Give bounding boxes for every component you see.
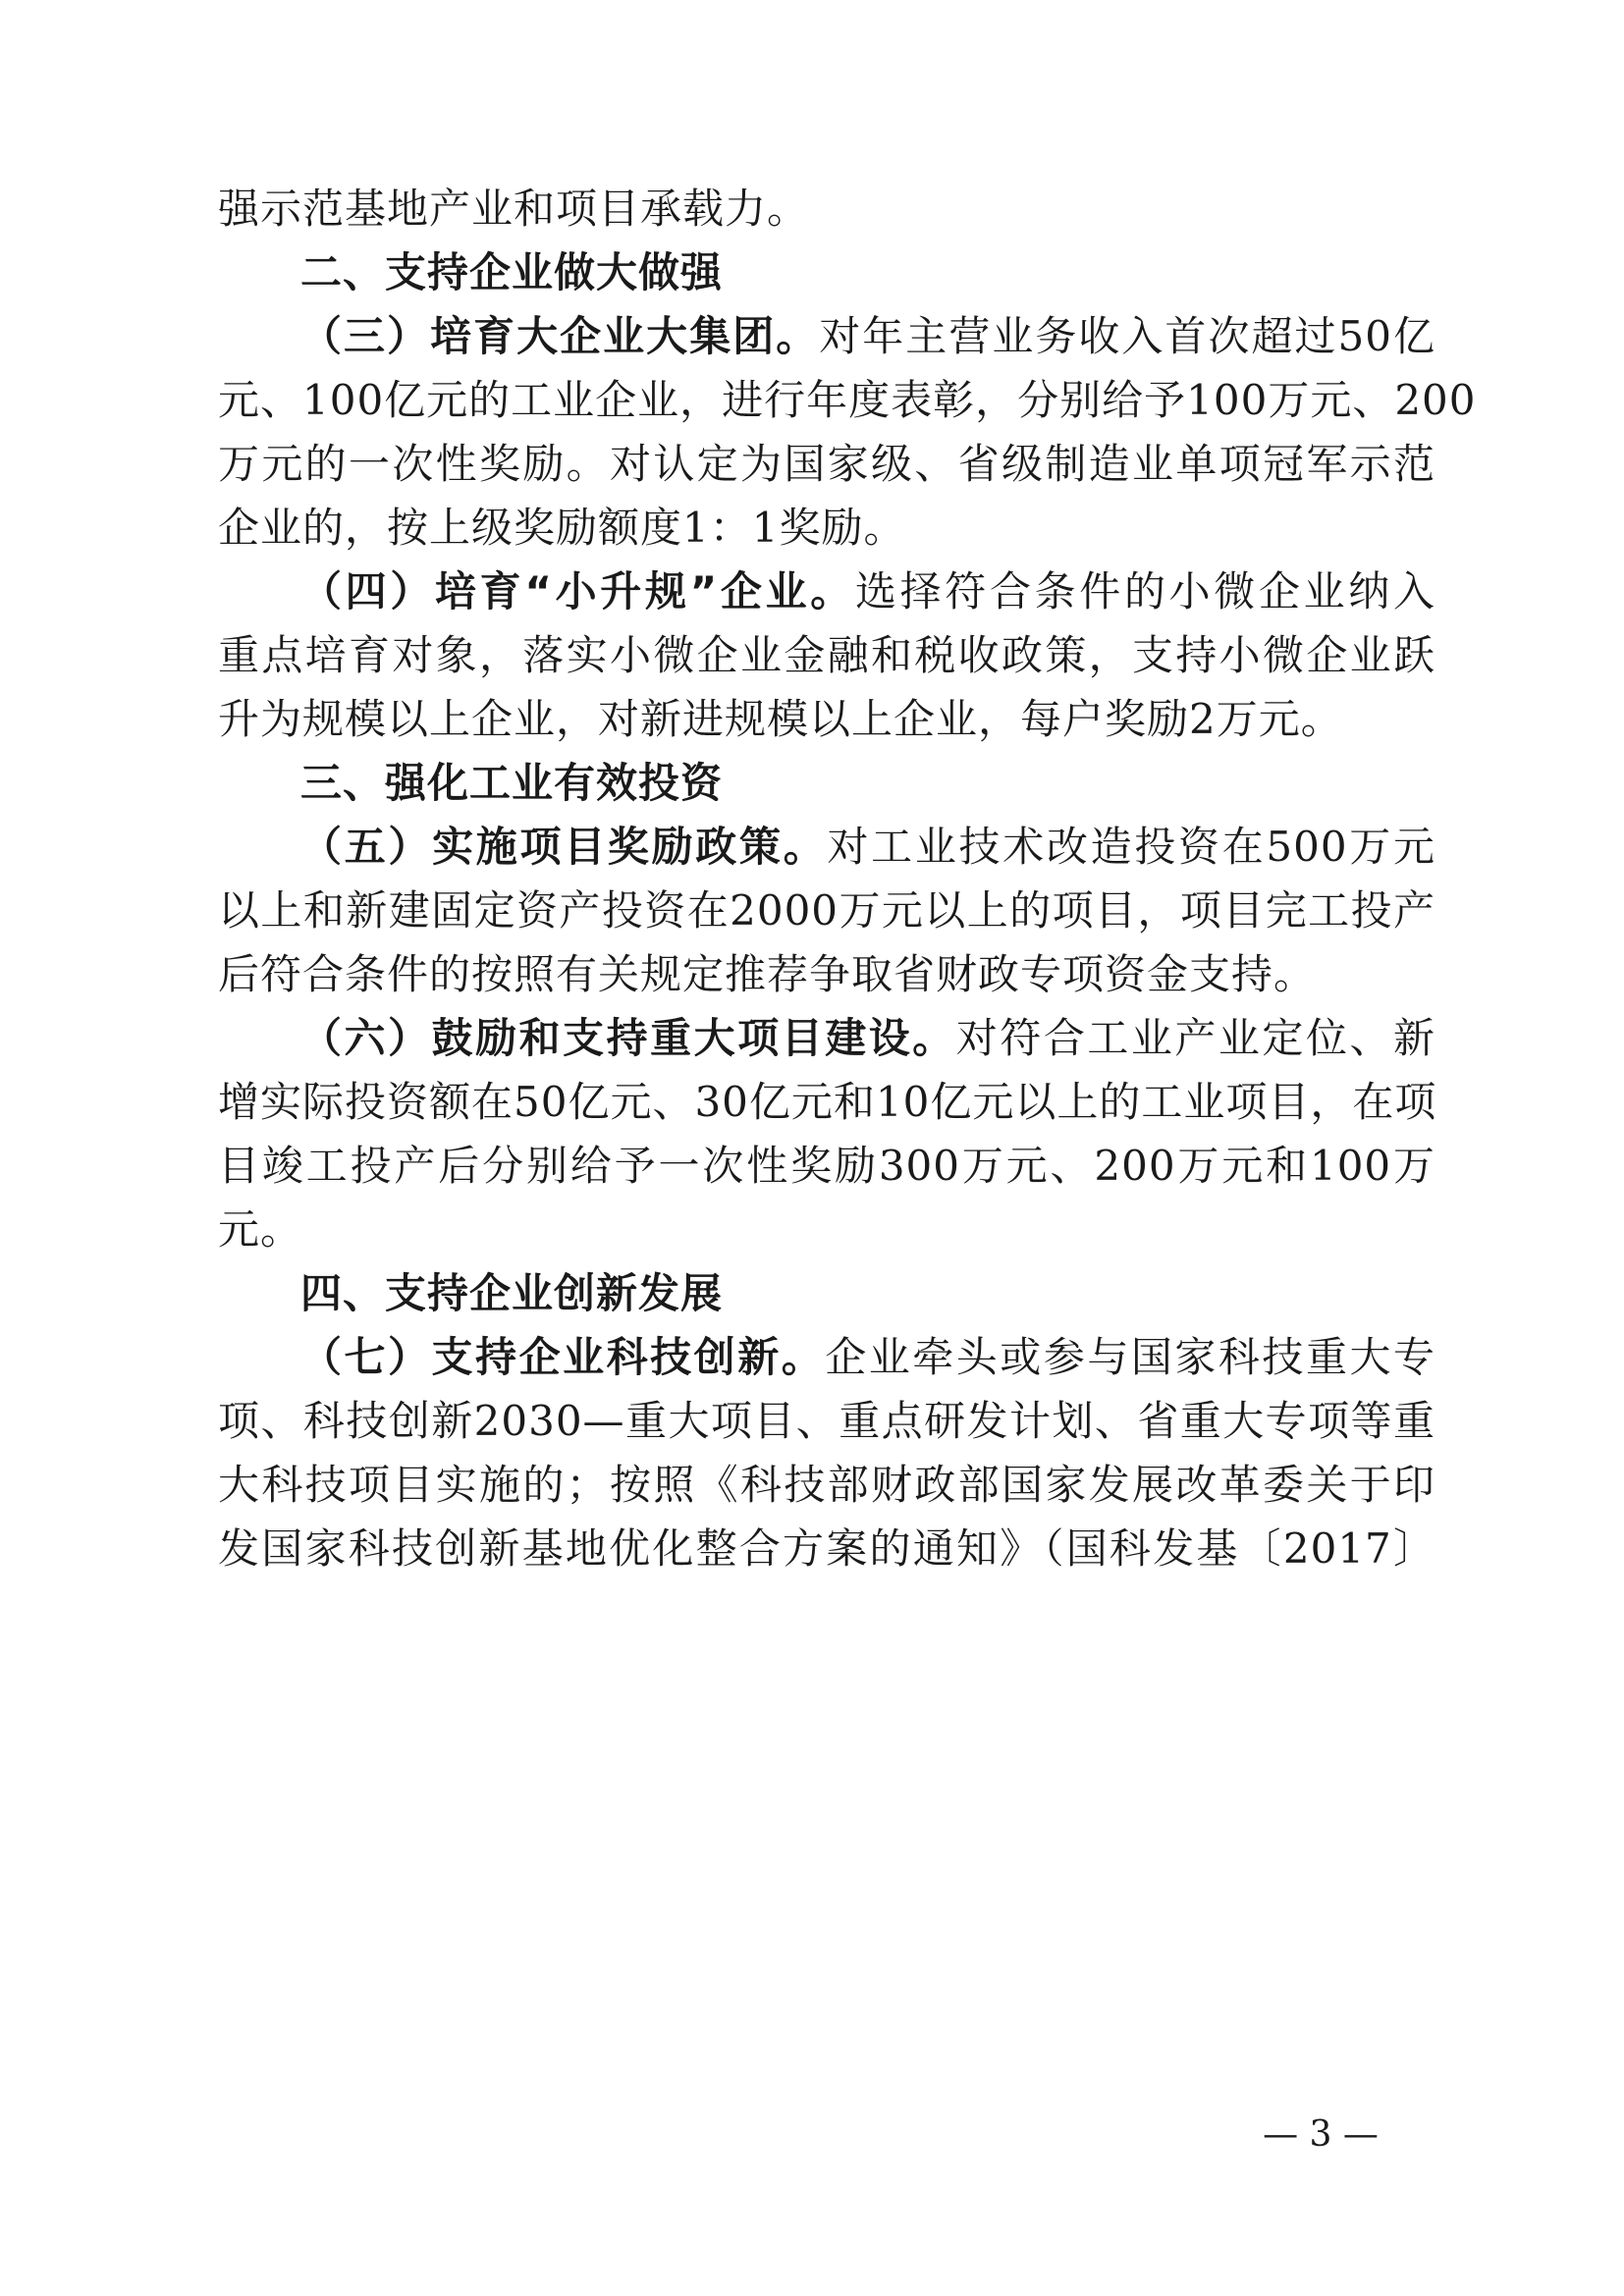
paragraph-line: [218, 1389, 1435, 1454]
paragraph-line: [218, 1070, 1435, 1135]
clause-lead: （四）培育“小升规”企业。: [300, 567, 855, 615]
clause-lead: （三）培育大企业大集团。: [300, 312, 820, 360]
line-text: 元。: [218, 1205, 303, 1254]
paragraph-line: [218, 1006, 1435, 1071]
section-heading: [218, 751, 1435, 816]
paragraph-line: [218, 304, 1435, 369]
line-text: 目竣工投产后分别给予一次性奖励300万元、200万元和100万: [218, 1142, 1435, 1190]
line-text: 企业的，按上级奖励额度1：1奖励。: [218, 504, 906, 552]
paragraph-line: [218, 368, 1477, 433]
line-text: 选择符合条件的小微企业纳入: [854, 567, 1435, 615]
paragraph-line: [218, 815, 1435, 880]
line-text: 发国家科技创新基地优化整合方案的通知》（国科发基〔2017〕: [218, 1524, 1435, 1573]
line-text: 元、100亿元的工业企业，进行年度表彰，分别给予100万元、200: [218, 376, 1477, 424]
clause-lead: （六）鼓励和支持重大项目建设。: [300, 1014, 956, 1062]
section-heading: [218, 240, 1435, 305]
line-text: 以上和新建固定资产投资在2000万元以上的项目，项目完工投产: [218, 886, 1435, 934]
paragraph-line: [218, 1325, 1435, 1390]
line-text: 对符合工业产业定位、新: [955, 1014, 1435, 1062]
paragraph-line: [218, 1453, 1435, 1518]
paragraph-line: [218, 177, 1435, 241]
line-text: 对年主营业务收入首次超过50亿: [819, 312, 1435, 360]
paragraph-line: [218, 1517, 1435, 1581]
paragraph-line: [218, 496, 1435, 561]
section-heading: [218, 1261, 1435, 1326]
page-number: — 3 —: [1263, 2114, 1379, 2155]
clause-lead: （七）支持企业科技创新。: [300, 1333, 826, 1381]
heading-text: 二、支持企业做大做强: [300, 248, 724, 296]
line-text: 大科技项目实施的；按照《科技部财政部国家发展改革委关于印: [218, 1461, 1435, 1509]
clause-lead: （五）实施项目奖励政策。: [300, 823, 828, 871]
heading-text: 四、支持企业创新发展: [300, 1269, 724, 1317]
line-text: 增实际投资额在50亿元、30亿元和10亿元以上的工业项目，在项: [218, 1078, 1437, 1126]
heading-text: 三、强化工业有效投资: [300, 759, 724, 807]
line-text: 对工业技术改造投资在500万元: [827, 823, 1435, 871]
line-text: 万元的一次性奖励。对认定为国家级、省级制造业单项冠军示范: [218, 440, 1435, 488]
line-text: 后符合条件的按照有关规定推荐争取省财政专项资金支持。: [218, 950, 1317, 998]
paragraph-line: [218, 879, 1435, 943]
line-text: 重点培育对象，落实小微企业金融和税收政策，支持小微企业跃: [218, 631, 1435, 679]
paragraph-line: [218, 623, 1435, 688]
paragraph-line: [218, 687, 1435, 752]
line-text: 企业牵头或参与国家科技重大专: [825, 1333, 1435, 1381]
line-text: 强示范基地产业和项目承载力。: [218, 185, 810, 233]
paragraph-line: [218, 560, 1435, 624]
line-text: 升为规模以上企业，对新进规模以上企业，每户奖励2万元。: [218, 695, 1343, 743]
paragraph-line: [218, 1198, 1435, 1262]
paragraph-line: [218, 432, 1435, 497]
paragraph-line: [218, 942, 1435, 1007]
paragraph-line: [218, 1134, 1435, 1199]
line-text: 项、科技创新2030—重大项目、重点研发计划、省重大专项等重: [218, 1397, 1435, 1445]
